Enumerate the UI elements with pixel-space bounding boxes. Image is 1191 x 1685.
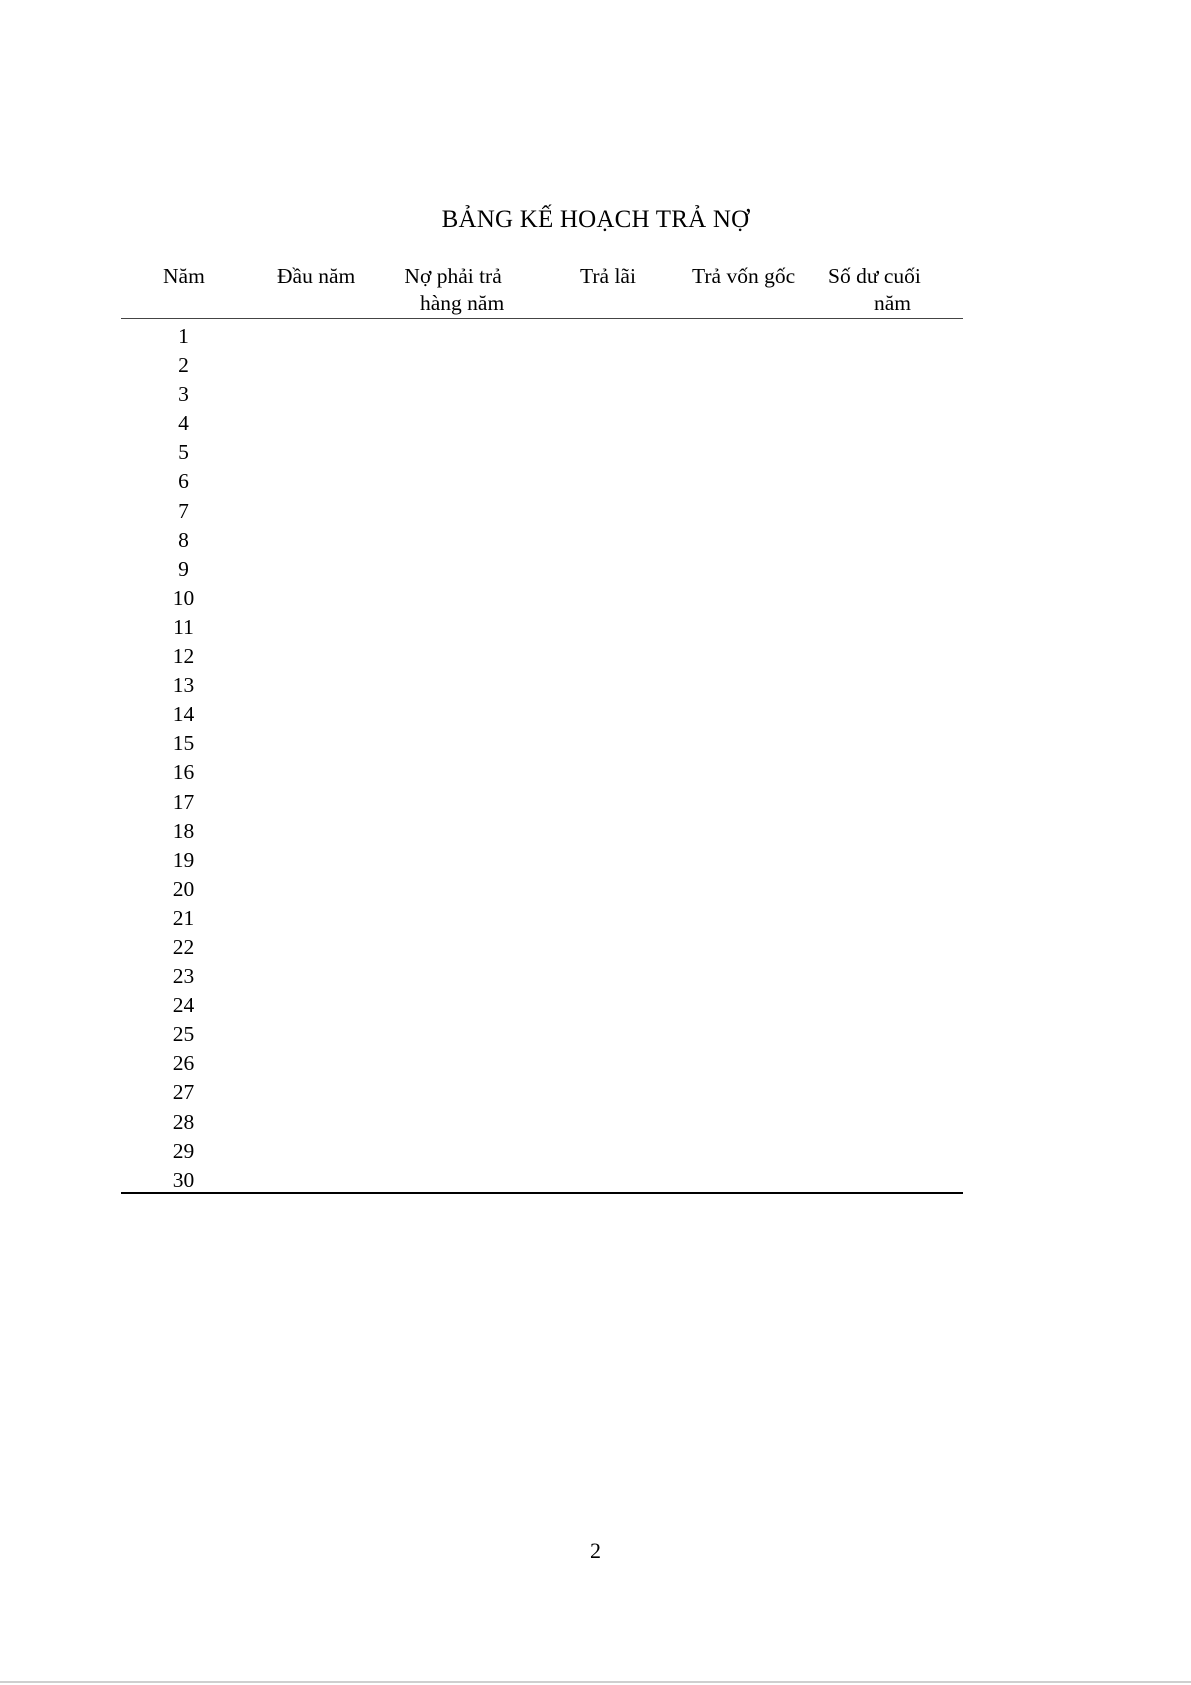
table-row (121, 1020, 963, 1049)
year-number: 23 (172, 964, 195, 989)
table-row (121, 380, 963, 409)
table-row (121, 875, 963, 904)
page-edge-strip (0, 1681, 1191, 1683)
table-row (121, 409, 963, 438)
header-principal (692, 263, 795, 290)
header-annual-payment (402, 263, 504, 317)
table-row (121, 700, 963, 729)
debt-repayment-table (121, 263, 963, 1194)
table-row (121, 904, 963, 933)
table-row (121, 933, 963, 962)
year-number: 19 (172, 847, 195, 872)
table-row (121, 729, 963, 758)
header-annual-payment-line1: Nợ phải trả (404, 264, 502, 288)
year-number: 24 (172, 993, 195, 1018)
table-row (121, 817, 963, 846)
header-interest (580, 263, 636, 290)
table-row (121, 758, 963, 787)
table-row (121, 467, 963, 496)
year-number: 26 (172, 1051, 195, 1076)
year-number: 9 (178, 556, 189, 581)
table-row (121, 788, 963, 817)
header-year-label: Năm (163, 264, 205, 288)
table-row (121, 962, 963, 991)
table-row (121, 1108, 963, 1137)
table-row (121, 1137, 963, 1166)
year-number: 29 (172, 1138, 195, 1163)
table-row (121, 322, 963, 351)
year-number: 3 (178, 382, 189, 407)
table-row (121, 584, 963, 613)
table-row (121, 991, 963, 1020)
year-number: 1 (178, 324, 189, 348)
table-row (121, 1049, 963, 1078)
table-row (121, 555, 963, 584)
table-row (121, 613, 963, 642)
header-end-balance-line2: năm (874, 291, 912, 315)
table-row (121, 671, 963, 700)
year-number: 2 (178, 353, 189, 378)
year-number: 30 (172, 1167, 195, 1192)
table-row (121, 1078, 963, 1107)
header-annual-payment-line2: hàng năm (420, 291, 505, 315)
header-end-balance-line1: Số dư cuối (828, 264, 921, 288)
header-principal-label: Trả vốn gốc (692, 264, 796, 288)
table-header (121, 263, 963, 319)
year-number: 11 (173, 614, 194, 639)
table-row (121, 846, 963, 875)
header-end-balance (828, 263, 921, 317)
year-number: 7 (178, 498, 189, 523)
year-number: 13 (172, 673, 195, 698)
year-number: 27 (172, 1080, 195, 1105)
table-row (121, 526, 963, 555)
header-year (163, 263, 205, 290)
year-number: 28 (172, 1109, 195, 1134)
year-number: 25 (172, 1022, 195, 1047)
table-row (121, 642, 963, 671)
table-row (121, 497, 963, 526)
year-number: 5 (178, 440, 189, 465)
year-number: 4 (178, 411, 189, 436)
year-number: 16 (172, 760, 195, 785)
year-number: 8 (178, 527, 189, 552)
year-number: 15 (172, 731, 195, 756)
year-number: 12 (172, 644, 195, 669)
year-number: 17 (172, 789, 195, 814)
table-body (121, 319, 963, 1195)
table-row (121, 438, 963, 467)
page-title: BẢNG KẾ HOẠCH TRẢ NỢ (441, 206, 750, 233)
year-number: 6 (178, 469, 189, 494)
year-number: 21 (172, 905, 195, 930)
year-number: 14 (172, 702, 195, 727)
year-number: 22 (172, 934, 195, 959)
page-number: 2 (590, 1538, 601, 1563)
header-start-of-year (277, 263, 355, 290)
year-number: 20 (172, 876, 195, 901)
header-interest-label: Trả lãi (580, 264, 636, 288)
year-number: 18 (172, 818, 195, 843)
table-row (121, 1166, 963, 1195)
year-number: 10 (172, 585, 195, 610)
header-start-of-year-label: Đầu năm (277, 264, 356, 288)
table-row (121, 351, 963, 380)
